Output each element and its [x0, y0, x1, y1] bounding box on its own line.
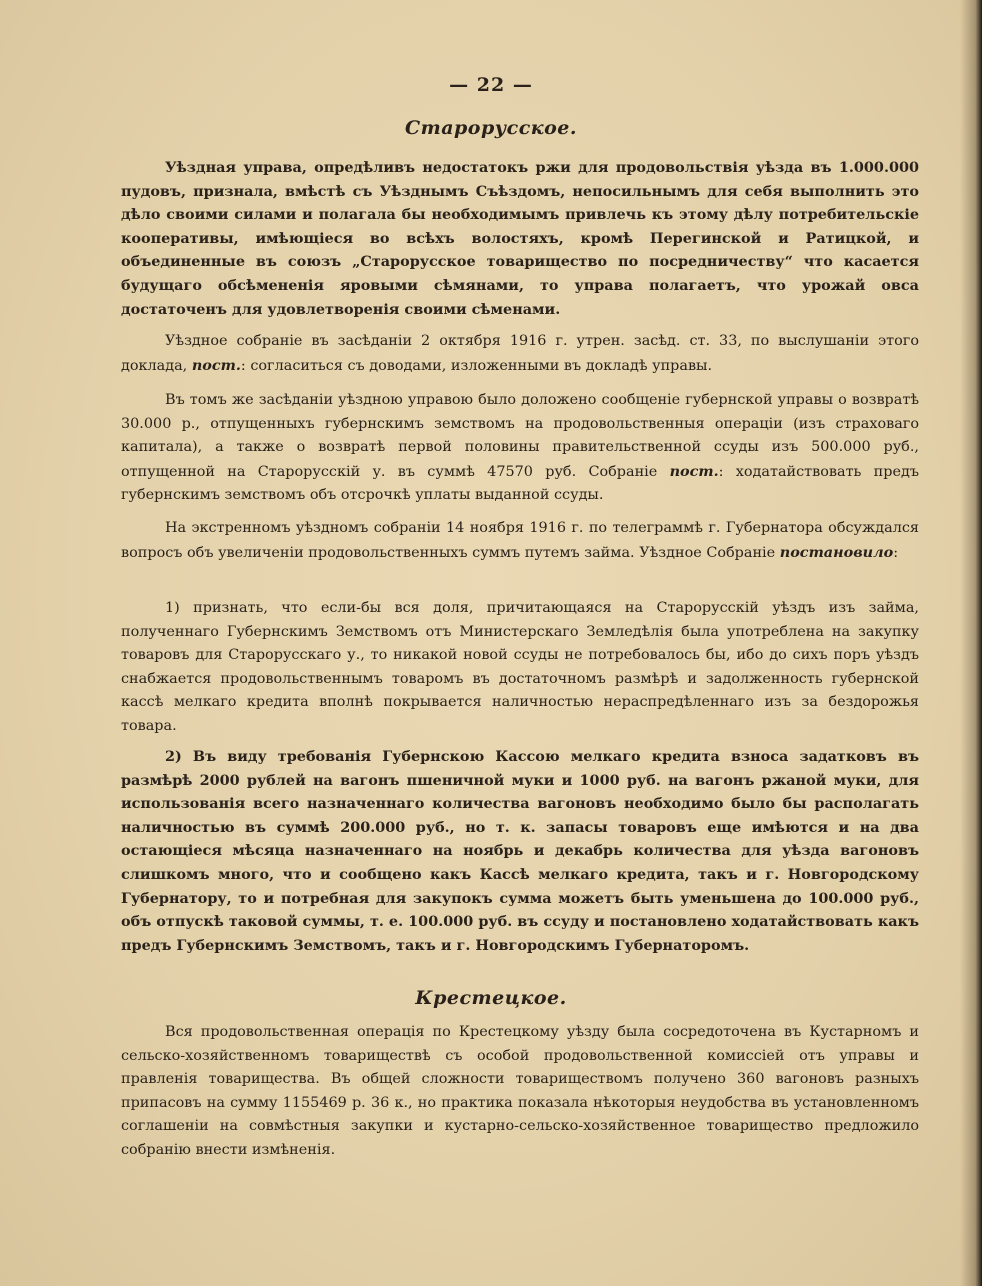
paragraph-6 [121, 745, 919, 957]
section-title-starorusskoe: Старорусское. [404, 117, 578, 139]
paragraph-6-text: 2) Въ виду требованія Губернскою Кассою мелкаго кредита взноса задатковъ въ размѣрѣ 2000 рублей на вагонъ пшеничной муки и 1000 руб. на вагонъ ржаной муки, для использованія всего назначеннаго количества вагоновъ необходимо было бы располагать наличностью въ суммѣ 200.000 руб., но т. к. запасы товаровъ еще имѣются и на два остающіеся мѣсяца назначеннаго на ноябрь и декабрь количества для уѣзда вагоновъ слишкомъ много, что и сообщено какъ Кассѣ мелкаго кредита, такъ и г. Новгородскому Губернатору, то и потребная для закупокъ сумма можетъ быть уменьшена до 100.000 руб., объ отпускѣ таковой суммы, т. е. 100.000 руб. въ ссуду и постановлено ходатайствовать какъ предъ Губернскимъ Земствомъ, такъ и г. Новгородскимъ Губернаторомъ. [121, 748, 919, 954]
paragraph-1 [121, 156, 919, 321]
paragraph-2-text-start: Уѣздное собраніе въ засѣданіи 2 октября 1916 г. утрен. засѣд. ст. 33, по выслушаніи этого доклада, [121, 333, 919, 374]
paragraph-3-text-end: : ходатайствовать предъ губернскимъ земствомъ объ отсрочкѣ уплаты выданной ссуды. [121, 463, 920, 504]
paragraph-4-text-end: : [893, 544, 899, 561]
paragraph-4 [121, 517, 919, 565]
paragraph-2 [121, 330, 919, 378]
paragraph-1-text: Уѣздная управа, опредѣливъ недостатокъ ржи для продовольствія уѣзда въ 1.000.000 пудовъ, признала, вмѣстѣ съ Уѣзднымъ Съѣздомъ, непосильнымъ для себя выполнить это дѣло своими силами и полагала бы необходимымъ привлечь къ этому дѣлу потребительскіе кооперативы, имѣющіеся во всѣхъ волостяхъ, кромѣ Перегинской и Ратицкой, и объединенные въ союзъ „Старорусское товарищество по посредничеству“ что касается будущаго обсѣмененія яровыми сѣмянами, то управа полагаетъ, что урожай овса достаточенъ для удовлетворенія своими сѣменами. [121, 159, 919, 318]
page-edge-shadow [960, 0, 982, 1286]
paragraph-2-text-end: : согласиться съ доводами, изложенными въ докладѣ управы. [240, 357, 713, 374]
paragraph-3-text-start: Въ томъ же засѣданіи уѣздною управою было доложено сообщеніе губернской управы о возвратѣ 30.000 р., отпущенныхъ губернскимъ земствомъ на продовольственныя операціи (изъ страховаго капитала), а также о возвратѣ первой половины правительственной ссуды изъ 500.000 руб., отпущенной на Старорусскій у. въ суммѣ 47570 руб. Собраніе [121, 392, 919, 480]
paragraph-2-emphasis: пост. [191, 356, 241, 374]
paragraph-4-text-start: На экстренномъ уѣздномъ собраніи 14 ноября 1916 г. по телеграммѣ г. Губернатора обсуждался вопросъ объ увеличеніи продовольственныхъ суммъ путемъ займа. Уѣздное Собраніе [121, 520, 919, 561]
paragraph-3 [121, 389, 919, 508]
page-number: — 22 — [449, 74, 533, 96]
paragraph-7-text: Вся продовольственная операція по Крестецкому уѣзду была сосредоточена въ Кустарномъ и сельско-хозяйственномъ товариществѣ съ особой продовольственной комиссіей отъ управы и правленія товарищества. Въ общей сложности товариществомъ получено 360 вагоновъ разныхъ припасовъ на сумму 1155469 р. 36 к., но практика показала нѣкоторыя неудобства въ установленномъ соглашеніи на совмѣстныя закупки и кустарно-сельско-хозяйственное товарищество предложило собранію внести измѣненія. [121, 1024, 919, 1158]
paragraph-3-emphasis: пост. [669, 462, 719, 480]
paragraph-5-text: 1) признать, что если-бы вся доля, причитающаяся на Старорусскій уѣздъ изъ займа, полученнаго Губернскимъ Земствомъ отъ Министерскаго Земледѣлія была употреблена на закупку товаровъ для Старорусскаго у., то никакой новой ссуды не потребовалось бы, ибо до сихъ поръ уѣздъ снабжается продовольственнымъ товаромъ въ достаточномъ размѣрѣ и задолженность губернской кассѣ мелкаго кредита вполнѣ покрывается наличностью нераспредѣленнаго изъ за бездорожья товара. [121, 600, 919, 734]
paragraph-7 [121, 1021, 919, 1163]
paragraph-5 [121, 597, 919, 739]
paragraph-4-emphasis: постановило [779, 543, 894, 561]
section-title-krestetskoe: Крестецкое. [415, 987, 567, 1009]
